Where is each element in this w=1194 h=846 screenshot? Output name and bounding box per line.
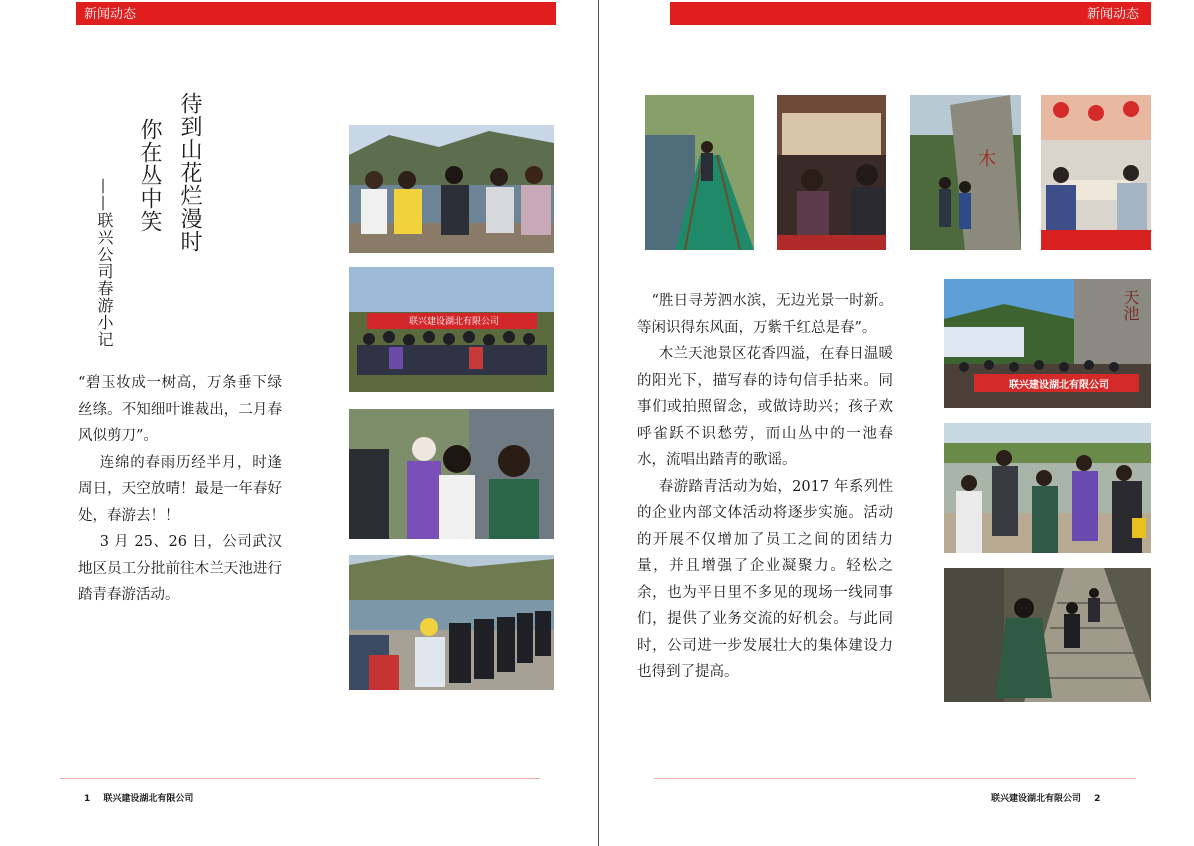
footer-rule xyxy=(60,778,540,779)
footer-rule xyxy=(654,778,1136,779)
left-article-body xyxy=(78,370,282,609)
right-page xyxy=(599,0,1194,846)
paragraph: 春游踏青活动为始，2017 年系列性的企业内部文体活动将逐步实施。活动的开展不仅增加了员工之间的团结力量，并且增强了企业凝聚力。轻松之余，也为平日里不多见的现场一线同事们，提供了业务交流的好机会。与此同时，公司进一步发展壮大的集体建设力也得到了提高。 xyxy=(637,478,893,680)
rock-sign-text: 天池 xyxy=(1121,289,1140,321)
section-label: 新闻动态 xyxy=(84,7,137,22)
paragraph: 3 月 25、26 日，公司武汉地区员工分批前往木兰天池进行踏青春游活动。 xyxy=(78,534,282,603)
poem-paragraph: “碧玉妆成一树高，万条垂下绿丝绦。不知细叶谁裁出，二月春风似剪刀”。 xyxy=(78,375,282,444)
svg-text:木: 木 xyxy=(978,149,996,170)
photo-carved-rock xyxy=(910,95,1021,250)
photo-lakeside-seated xyxy=(349,555,554,690)
photo-stone-stairs xyxy=(944,568,1151,702)
photo-boat-interior xyxy=(777,95,886,250)
page-number: 2 xyxy=(1094,794,1101,804)
section-label: 新闻动态 xyxy=(1086,7,1139,22)
article-title-line2: 你在丛中笑 xyxy=(137,118,162,233)
photo-rope-bridge xyxy=(645,95,754,250)
section-banner xyxy=(670,2,1151,25)
right-footer xyxy=(991,791,1110,804)
section-banner xyxy=(76,2,556,25)
left-footer xyxy=(84,791,203,804)
poem-paragraph: “胜日寻芳泗水滨，无边光景一时新。等闲识得东风面，万紫千红总是春”。 xyxy=(637,293,893,336)
photo-dining-table xyxy=(1041,95,1151,250)
photo-banner-text: 联兴建设湖北有限公司 xyxy=(1009,380,1109,391)
photo-lake-group xyxy=(349,125,554,253)
photo-tianchi-gate xyxy=(944,279,1151,408)
company-name: 联兴建设湖北有限公司 xyxy=(103,794,194,804)
photo-group-chat xyxy=(944,423,1151,553)
photo-selfie xyxy=(349,409,554,539)
article-subtitle: ——联兴公司春游小记 xyxy=(95,178,114,348)
page-number: 1 xyxy=(84,794,91,804)
photo-banner-text: 联兴建设湖北有限公司 xyxy=(408,317,499,327)
company-name: 联兴建设湖北有限公司 xyxy=(991,794,1082,804)
paragraph: 木兰天池景区花香四溢，在春日温暖的阳光下，描写春的诗句信手拈来。同事们或拍照留念，或做诗助兴；孩子欢呼雀跃不识愁劳，而山丛中的一池春水，流唱出踏青的歌谣。 xyxy=(637,346,893,468)
article-title-line1: 待到山花烂漫时 xyxy=(177,92,202,253)
photo-banner-group xyxy=(349,267,554,392)
paragraph: 连绵的春雨历经半月，时逢周日，天空放晴！最是一年春好处，春游去！！ xyxy=(78,454,282,524)
right-article-body xyxy=(637,288,893,686)
